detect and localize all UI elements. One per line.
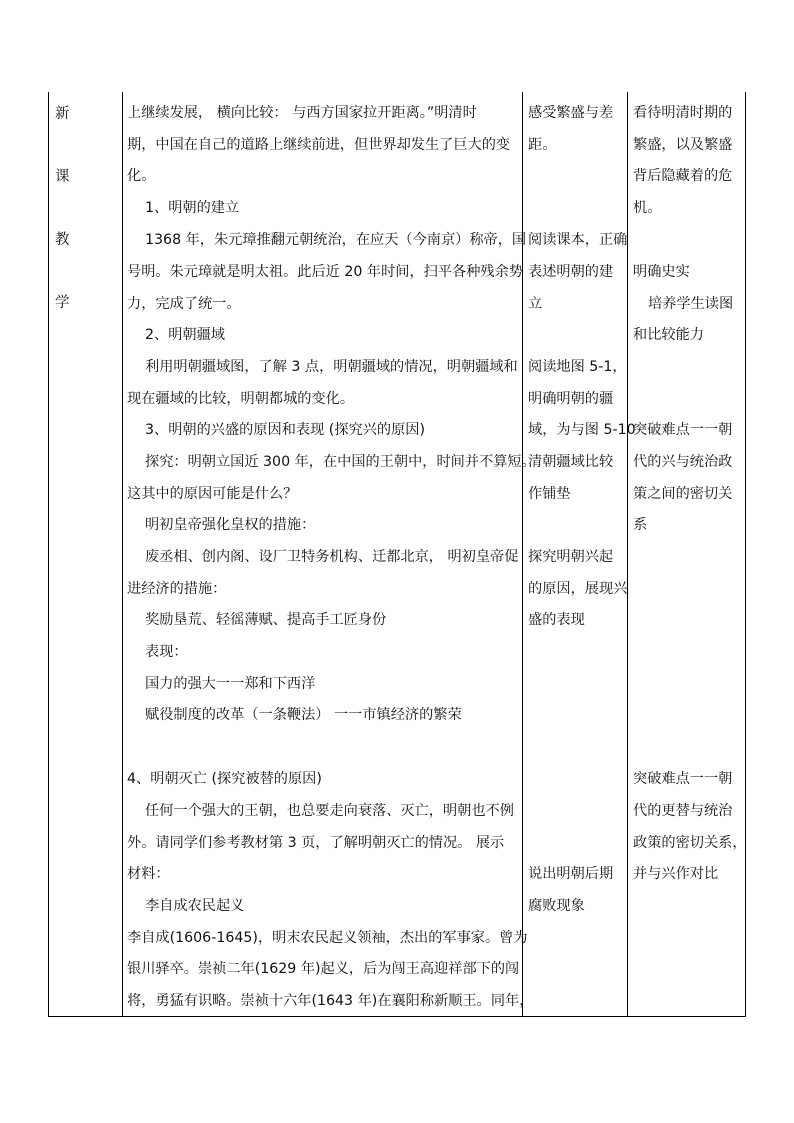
- intent-line: 培养学生读图: [648, 296, 734, 312]
- student-line: 域，为与图 5-10: [528, 422, 636, 438]
- student-activity-column: [523, 92, 636, 1016]
- content-line: 明初皇帝强化皇权的措施：: [145, 517, 316, 533]
- content-line: 这其中的原因可能是什么？: [127, 486, 298, 502]
- content-line: 国力的强大一一郑和下西洋: [145, 676, 316, 692]
- intent-line: 并与兴作对比: [633, 866, 719, 882]
- intent-line: 政策的密切关系，: [633, 835, 747, 851]
- intent-line: 突破难点一一朝: [633, 422, 733, 438]
- content-line: 现在疆域的比较，明朝都城的变化。: [127, 391, 355, 407]
- content-line: 力，完成了统一。: [127, 296, 241, 312]
- design-intent-column: [628, 92, 746, 1016]
- teaching-content-column: [123, 92, 536, 1016]
- content-line: 上继续发展， 横向比较： 与西方国家拉开距离。”明清时: [127, 105, 477, 121]
- intent-line: 繁盛，以及繁盛: [633, 137, 733, 153]
- content-heading: 1、明朝的建立: [145, 200, 240, 216]
- section-label-char: 课: [55, 169, 70, 185]
- content-line: 探究：明朝立国近 300 年，在中国的王朝中，时间并不算短。: [145, 454, 536, 470]
- content-line: 任何一个强大的王朝，也总要走向衰落、灭亡，明朝也不例: [145, 803, 514, 819]
- content-line: 李自成农民起义: [145, 898, 245, 914]
- section-label-char: 学: [55, 295, 70, 311]
- intent-line: 机。: [633, 200, 662, 216]
- content-line: 废丞相、创内阁、设厂卫特务机构、迁都北京， 明初皇帝促: [145, 549, 519, 565]
- student-line: 阅读课本，正确: [528, 232, 628, 248]
- student-line: 清朝疆域比较: [528, 454, 614, 470]
- student-line: 作铺垫: [528, 486, 571, 502]
- content-line: 利用明朝疆域图，了解 3 点，明朝疆域的情况，明朝疆域和: [145, 359, 518, 375]
- content-line: 表现：: [145, 644, 188, 660]
- intent-line: 背后隐藏着的危: [633, 168, 733, 184]
- content-line: 期，中国在自己的道路上继续前进，但世界却发生了巨大的变: [127, 137, 511, 153]
- student-line: 说出明朝后期: [528, 866, 614, 882]
- content-line: 银川驿卒。崇祯二年(1629 年)起义，后为闯王高迎祥部下的闯: [127, 961, 520, 977]
- lesson-plan-table: [48, 92, 746, 1017]
- student-line: 距。: [528, 137, 557, 153]
- student-line: 感受繁盛与差: [528, 105, 614, 121]
- intent-line: 和比较能力: [633, 327, 704, 343]
- student-line: 的原因，展现兴: [528, 581, 628, 597]
- intent-line: 突破难点一一朝: [633, 771, 733, 787]
- content-line: 李自成(1606-1645)，明末农民起义领袖，杰出的军事家。曾为: [127, 930, 528, 946]
- section-label-char: 教: [55, 232, 70, 248]
- student-line: 探究明朝兴起: [528, 549, 614, 565]
- content-line: 将，勇猛有识略。崇祯十六年(1643 年)在襄阳称新顺王。同年，: [127, 993, 534, 1009]
- student-line: 阅读地图 5-1，: [528, 359, 627, 375]
- content-line: 进经济的措施：: [127, 581, 227, 597]
- content-heading: 3、明朝的兴盛的原因和表现 (探究兴的原因): [145, 422, 425, 438]
- content-heading: 2、明朝疆域: [145, 327, 225, 343]
- intent-line: 看待明清时期的: [633, 105, 733, 121]
- content-line: 号明。朱元璋就是明太祖。此后近 20 年时间，扫平各种残余势: [127, 264, 523, 280]
- section-label-char: 新: [55, 106, 70, 122]
- section-label-column: [49, 92, 123, 1016]
- intent-line: 代的更替与统治: [633, 803, 733, 819]
- student-line: 腐败现象: [528, 898, 585, 914]
- content-line: 奖励垦荒、轻徭薄赋、提高手工匠身份: [145, 612, 387, 628]
- content-line: 化。: [127, 168, 156, 184]
- student-line: 立: [528, 296, 543, 312]
- student-line: 表述明朝的建: [528, 264, 614, 280]
- content-heading: 4、明朝灭亡 (探究被替的原因): [127, 771, 322, 787]
- content-line: 材料：: [127, 866, 170, 882]
- content-line: 外。请同学们参考教材第 3 页，了解明朝灭亡的情况。 展示: [127, 835, 505, 851]
- content-line: 赋役制度的改革（一条鞭法） 一一市镇经济的繁荣: [145, 707, 462, 723]
- student-line: 明确明朝的疆: [528, 391, 614, 407]
- intent-line: 明确史实: [633, 264, 690, 280]
- intent-line: 策之间的密切关: [633, 486, 733, 502]
- intent-line: 代的兴与统治政: [633, 454, 733, 470]
- content-line: 1368 年，朱元璋推翻元朝统治，在应天（今南京）称帝，国: [145, 232, 527, 248]
- student-line: 盛的表现: [528, 612, 585, 628]
- intent-line: 系: [633, 517, 648, 533]
